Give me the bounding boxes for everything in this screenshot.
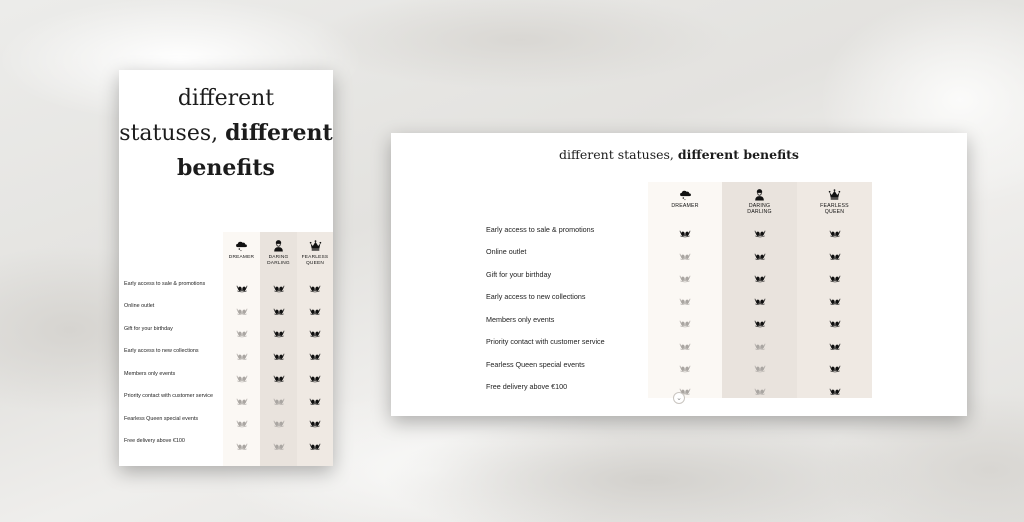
benefit-label: Priority contact with customer service	[124, 393, 213, 400]
daring-person-icon	[723, 188, 797, 203]
bra-icon-active	[236, 280, 248, 298]
bra-icon-active	[273, 325, 285, 343]
bra-icon-active	[829, 315, 841, 333]
benefit-label: Priority contact with customer service	[486, 337, 605, 347]
page-title	[391, 147, 967, 162]
tier-header-2	[723, 188, 797, 216]
benefit-label: Early access to sale & promotions	[486, 224, 595, 234]
daring-person-icon	[260, 239, 297, 255]
tier-name-line: DARLING	[267, 260, 290, 266]
title-regular: different statuses,	[559, 147, 678, 162]
bra-icon-inactive	[236, 370, 248, 388]
bra-icon-inactive	[236, 302, 248, 320]
tier-name-line: FEARLESS	[301, 254, 329, 260]
crown-icon	[798, 188, 872, 203]
bra-icon-active	[829, 337, 841, 355]
mobile-title-line2: statuses, different	[119, 120, 333, 146]
benefit-label: Free delivery above €100	[486, 382, 568, 392]
bra-icon-active	[309, 302, 321, 320]
tier-header-1	[223, 239, 260, 261]
title-bold: different benefits	[677, 147, 799, 162]
scroll-down-button[interactable]: ⌄	[673, 392, 685, 404]
bra-icon-active	[309, 370, 321, 388]
bra-icon-inactive	[679, 292, 691, 310]
bra-icon-active	[309, 415, 321, 433]
bra-icon-inactive	[679, 270, 691, 288]
bra-icon-active	[309, 325, 321, 343]
bra-icon-inactive	[754, 337, 766, 355]
bra-icon-inactive	[236, 347, 248, 365]
bra-icon-active	[829, 360, 841, 378]
mobile-title	[119, 82, 333, 186]
bra-icon-inactive	[679, 315, 691, 333]
cloud-icon	[648, 188, 722, 203]
tier-header-2	[260, 239, 297, 266]
mobile-title-line1: different	[177, 86, 275, 111]
benefit-label: Members only events	[124, 370, 176, 377]
bra-icon-active	[309, 280, 321, 298]
cloud-icon	[223, 239, 260, 255]
desktop-benefits-card	[391, 133, 967, 416]
bra-icon-inactive	[236, 437, 248, 455]
bra-icon-active	[754, 270, 766, 288]
bra-icon-inactive	[679, 247, 691, 265]
bra-icon-active	[829, 247, 841, 265]
benefit-label: Fearless Queen special events	[486, 359, 585, 369]
bra-icon-active	[829, 382, 841, 400]
tier-header-1	[648, 188, 722, 209]
bra-icon-active	[829, 292, 841, 310]
bra-icon-inactive	[236, 392, 248, 410]
bra-icon-inactive	[754, 382, 766, 400]
mobile-title-line3: benefits	[177, 155, 275, 181]
benefit-label: Online outlet	[486, 247, 527, 257]
benefit-label: Online outlet	[124, 303, 155, 310]
benefit-label: Free delivery above €100	[124, 438, 185, 445]
bra-icon-inactive	[273, 392, 285, 410]
tier-name-line: DREAMER	[671, 203, 699, 210]
tier-header-3	[297, 239, 334, 266]
tier-name-line: DARING	[268, 254, 289, 260]
tier-name-line: DARING	[748, 203, 771, 210]
benefit-label: Gift for your birthday	[124, 325, 173, 332]
benefit-label: Early access to new collections	[124, 348, 199, 355]
tier-name-line: FEARLESS	[820, 203, 849, 210]
bra-icon-inactive	[236, 415, 248, 433]
bra-icon-active	[309, 437, 321, 455]
bra-icon-inactive	[273, 415, 285, 433]
bra-icon-active	[273, 370, 285, 388]
benefit-label: Early access to sale & promotions	[124, 280, 206, 287]
mobile-benefits-card	[119, 70, 333, 466]
benefit-label: Early access to new collections	[486, 292, 586, 302]
tier-name-line: DARLING	[747, 209, 772, 216]
crown-icon	[297, 239, 334, 255]
bra-icon-active	[679, 225, 691, 243]
bra-icon-inactive	[236, 325, 248, 343]
bra-icon-inactive	[679, 360, 691, 378]
bra-icon-active	[829, 225, 841, 243]
bra-icon-active	[273, 347, 285, 365]
bra-icon-active	[754, 225, 766, 243]
benefit-label: Members only events	[486, 314, 555, 324]
bra-icon-inactive	[273, 437, 285, 455]
bra-icon-active	[273, 302, 285, 320]
bra-icon-active	[754, 315, 766, 333]
bra-icon-active	[829, 270, 841, 288]
bra-icon-inactive	[754, 360, 766, 378]
benefit-label: Fearless Queen special events	[124, 415, 199, 422]
bra-icon-active	[309, 392, 321, 410]
bra-icon-active	[754, 292, 766, 310]
bra-icon-active	[754, 247, 766, 265]
bra-icon-active	[273, 280, 285, 298]
tier-name-line: DREAMER	[228, 254, 255, 260]
tier-name-line: QUEEN	[824, 209, 845, 216]
bra-icon-inactive	[679, 337, 691, 355]
tier-header-3	[798, 188, 872, 216]
bra-icon-active	[309, 347, 321, 365]
tier-name-line: QUEEN	[305, 260, 325, 266]
benefit-label: Gift for your birthday	[486, 269, 552, 279]
